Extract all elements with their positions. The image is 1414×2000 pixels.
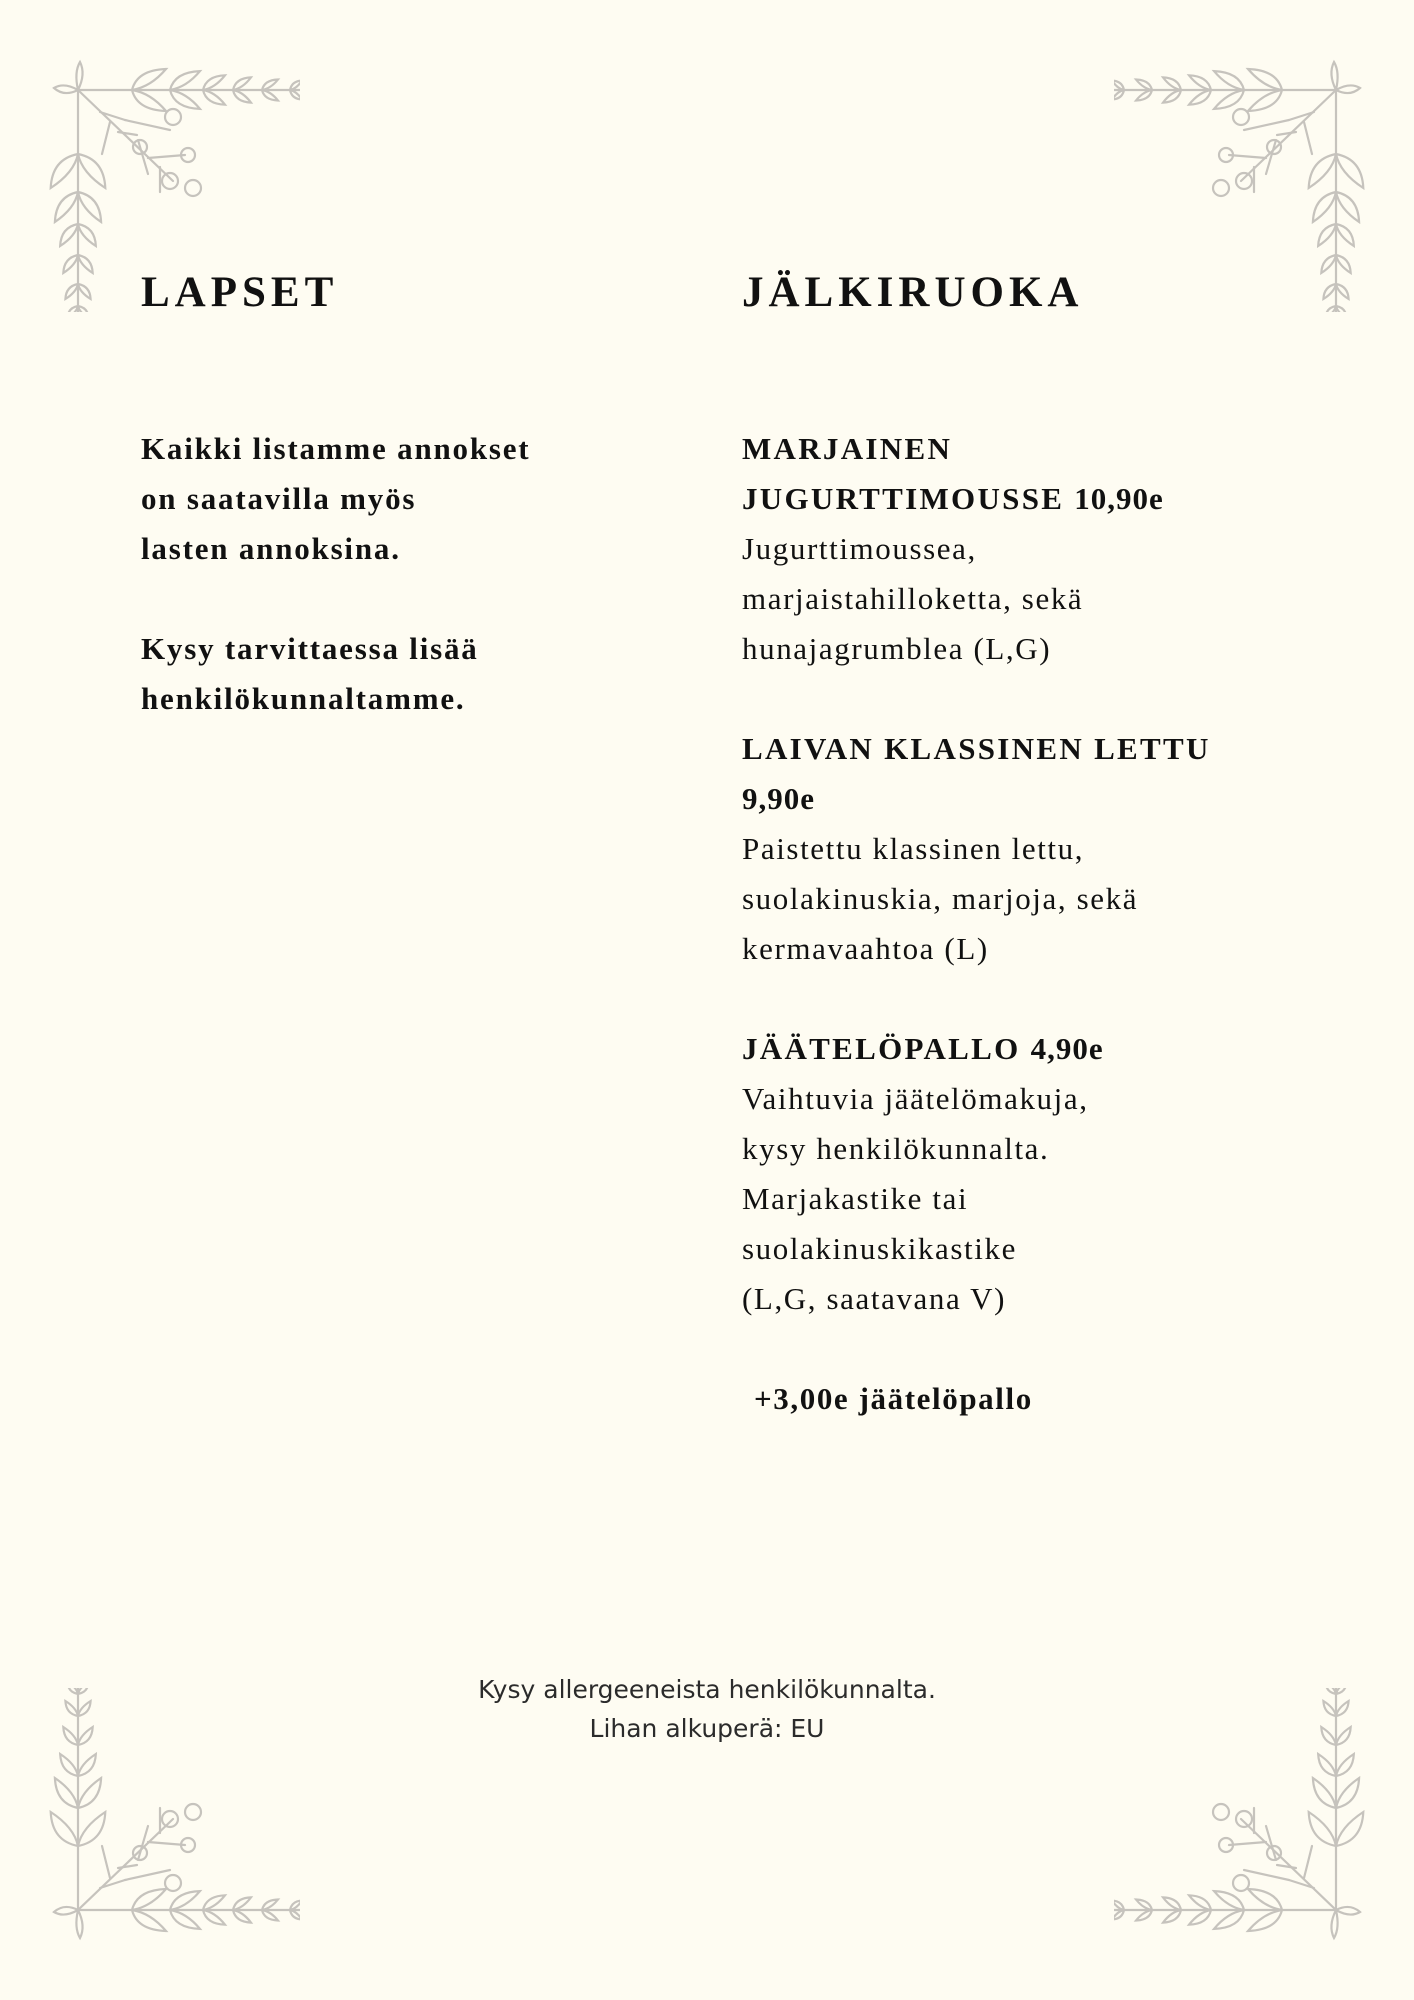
menu-item: [742, 424, 1312, 674]
dessert-section-title: JÄLKIRUOKA: [742, 269, 1084, 316]
menu-item-title: [742, 1024, 1312, 1074]
menu-item-title: [742, 424, 1312, 524]
menu-item-name: LAIVAN KLASSINEN LETTU: [742, 731, 1211, 766]
meat-origin-note: Lihan alkuperä: EU: [589, 1714, 825, 1743]
menu-item-name: JÄÄTELÖPALLO: [742, 1031, 1021, 1066]
menu-item-price: 9,90e: [742, 781, 816, 816]
footer-note: [0, 1670, 1414, 1748]
kids-section: [141, 262, 641, 724]
menu-item-description: Jugurttimoussea, marjaistahilloketta, sekä hunajagrumblea (L,G): [742, 531, 1084, 666]
kids-section-title: LAPSET: [141, 269, 339, 316]
menu-item-name: MARJAINEN JUGURTTIMOUSSE: [742, 431, 1065, 516]
extra-scoop-addon: +3,00e jäätelöpallo: [754, 1381, 1033, 1416]
dessert-list: [742, 424, 1312, 1324]
menu-item-description: Vaihtuvia jäätelömakuja, kysy henkilökunnalta. Marjakastike tai suolakinuskikastike (L,G, saatavana V): [742, 1081, 1089, 1316]
kids-section-body: [141, 424, 641, 724]
allergen-note: Kysy allergeeneista henkilökunnalta.: [478, 1675, 936, 1704]
menu-item-description: Paistettu klassinen lettu, suolakinuskia, marjoja, sekä kermavaahtoa (L): [742, 831, 1139, 966]
kids-info-paragraph: Kysy tarvittaessa lisää henkilökunnaltamme.: [141, 631, 479, 716]
menu-item-price: 4,90e: [1030, 1031, 1104, 1066]
menu-item-price: 10,90e: [1074, 481, 1164, 516]
menu-item-title: [742, 724, 1312, 824]
kids-info-paragraph: Kaikki listamme annokset on saatavilla myös lasten annoksina.: [141, 431, 531, 566]
menu-item: [742, 1024, 1312, 1324]
menu-item: [742, 724, 1312, 974]
dessert-section: [742, 262, 1312, 1424]
